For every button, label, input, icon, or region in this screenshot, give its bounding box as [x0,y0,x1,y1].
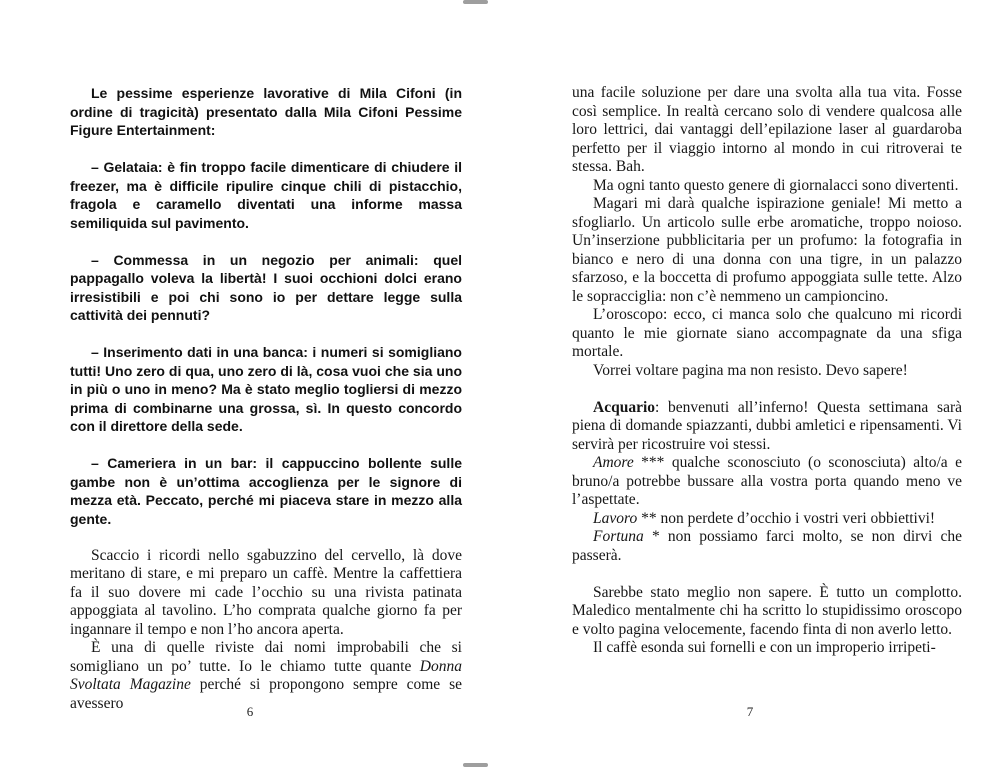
handwritten-item: – Cameriera in un bar: il cappuccino bollente sulle gambe non è un’ottima accoglienza per le signore di mezza età. Peccato, perché mi piaceva stare in mezzo alla gente. [70,455,462,527]
horoscope-lavoro [572,510,962,529]
paragraph: una facile soluzione per dare una svolta alla tua vita. Fosse così semplice. In realtà cercano solo di vendere qualcosa alle loro lettrici, dai vantaggi dell’epilazione laser al guardaroba perfetto per il viaggio intorno al mondo in cui ritroverai te stessa. Bah. [572,84,962,175]
handwritten-item: – Gelataia: è fin troppo facile dimenticare di chiudere il freezer, ma è difficile ripulire cinque chili di pistacchio, fragola e caramello diventati una informe massa semiliquida sul pavimento. [70,159,462,231]
magazine-title-italic: Donna Svoltata Magazine [70,657,462,693]
paragraph: Ma ogni tanto questo genere di giornalacci sono divertenti. [593,176,959,194]
paragraph-text: perché si propongono sempre come se avessero [70,676,462,712]
horoscope-fortuna [572,528,962,565]
body-section [70,547,462,714]
paragraph-text: *** qualche sconosciuto (o sconosciuta) alto/a e bruno/a potrebbe bussare alla vostra porta quando meno ve l’aspettate. [572,454,962,508]
horoscope-amore [572,454,962,510]
lavoro-label: Lavoro [593,509,638,527]
handwritten-section [70,84,462,528]
top-drag-handle-icon[interactable] [463,0,488,4]
handwritten-item: – Inserimento dati in una banca: i numeri si somigliano tutti! Uno zero di qua, uno zero di là, cosa vuoi che sia uno in più o uno in meno? Ma è stato meglio togliersi di mezzo prima di combinarne una grossa, sì. In questo concordo con il direttore della sede. [70,344,462,434]
paragraph-text: È una di quelle riviste dai nomi improbabili che si somigliano un po’ tutte. Io le chiamo tutte quante [70,639,462,675]
horoscope-sign-label: Acquario [593,398,655,416]
left-page [70,84,462,713]
paragraph-text: * non possiamo farci molto, se non dirvi che passerà. [572,528,962,564]
paragraph-text: : benvenuti all’inferno! Questa settimana sarà piena di domande spiazzanti, dubbi amletici e ripensamenti. Vi servirà per ricostruire voi stessi. [572,398,962,453]
paragraph: Scaccio i ricordi nello sgabuzzino del cervello, là dove meritano di stare, e mi preparo un caffè. Mentre la caffettiera fa il suo dovere mi cade l’occhio su una rivista patinata appoggiata al tavolino. L’ho comprata qualche giorno fa per ingannare il tempo e non l’ho ancora aperta. [70,546,462,638]
paragraph: Sarebbe stato meglio non sapere. È tutto un complotto. Maledico mentalmente chi ha scritto lo stupidissimo oroscopo e volto pagina velocemente, facendo finta di non averlo letto. [572,583,962,638]
paragraph: Magari mi darà qualche ispirazione geniale! Mi metto a sfogliarlo. Un articolo sulle erbe aromatiche, troppo noioso. Un’inserzione pubblicitaria per un profumo: la fotografia in bianco e nero di una donna con una tigre, in un palazzo sfarzoso, e la boccetta di profumo appoggiata sulle tette. Alzo le sopracciglia: non c’è nemmeno un campioncino. [572,195,962,305]
page-number-right: 7 [746,704,754,719]
handwritten-item: – Commessa in un negozio per animali: quel pappagallo voleva la libertà! I suoi occhioni dolci erano irresistibili e poi chi sono io per dettare legge sulla cattività dei pennuti? [70,251,462,323]
right-page [572,84,962,658]
horoscope-paragraph [572,399,962,455]
paragraph [70,639,462,713]
bottom-drag-handle-icon[interactable] [463,763,488,767]
amore-label: Amore [593,454,634,471]
paragraph-text: ** non perdete d’occhio i vostri veri obbiettivi! [637,509,936,527]
paragraph: Il caffè esonda sui fornelli e con un improperio irripeti- [593,639,936,656]
handwritten-intro: Le pessime esperienze lavorative di Mila Cifoni (in ordine di tragicità) presentato dalla Mila Cifoni Pessime Figure Entertainment: [70,85,462,138]
page-number-left: 6 [246,704,254,719]
paragraph: L’oroscopo: ecco, ci manca solo che qualcuno mi ricordi quanto le mie giornate siano accompagnate da una sfiga mortale. [572,306,962,360]
fortuna-label: Fortuna [593,528,644,545]
paragraph: Vorrei voltare pagina ma non resisto. Devo sapere! [593,361,908,379]
